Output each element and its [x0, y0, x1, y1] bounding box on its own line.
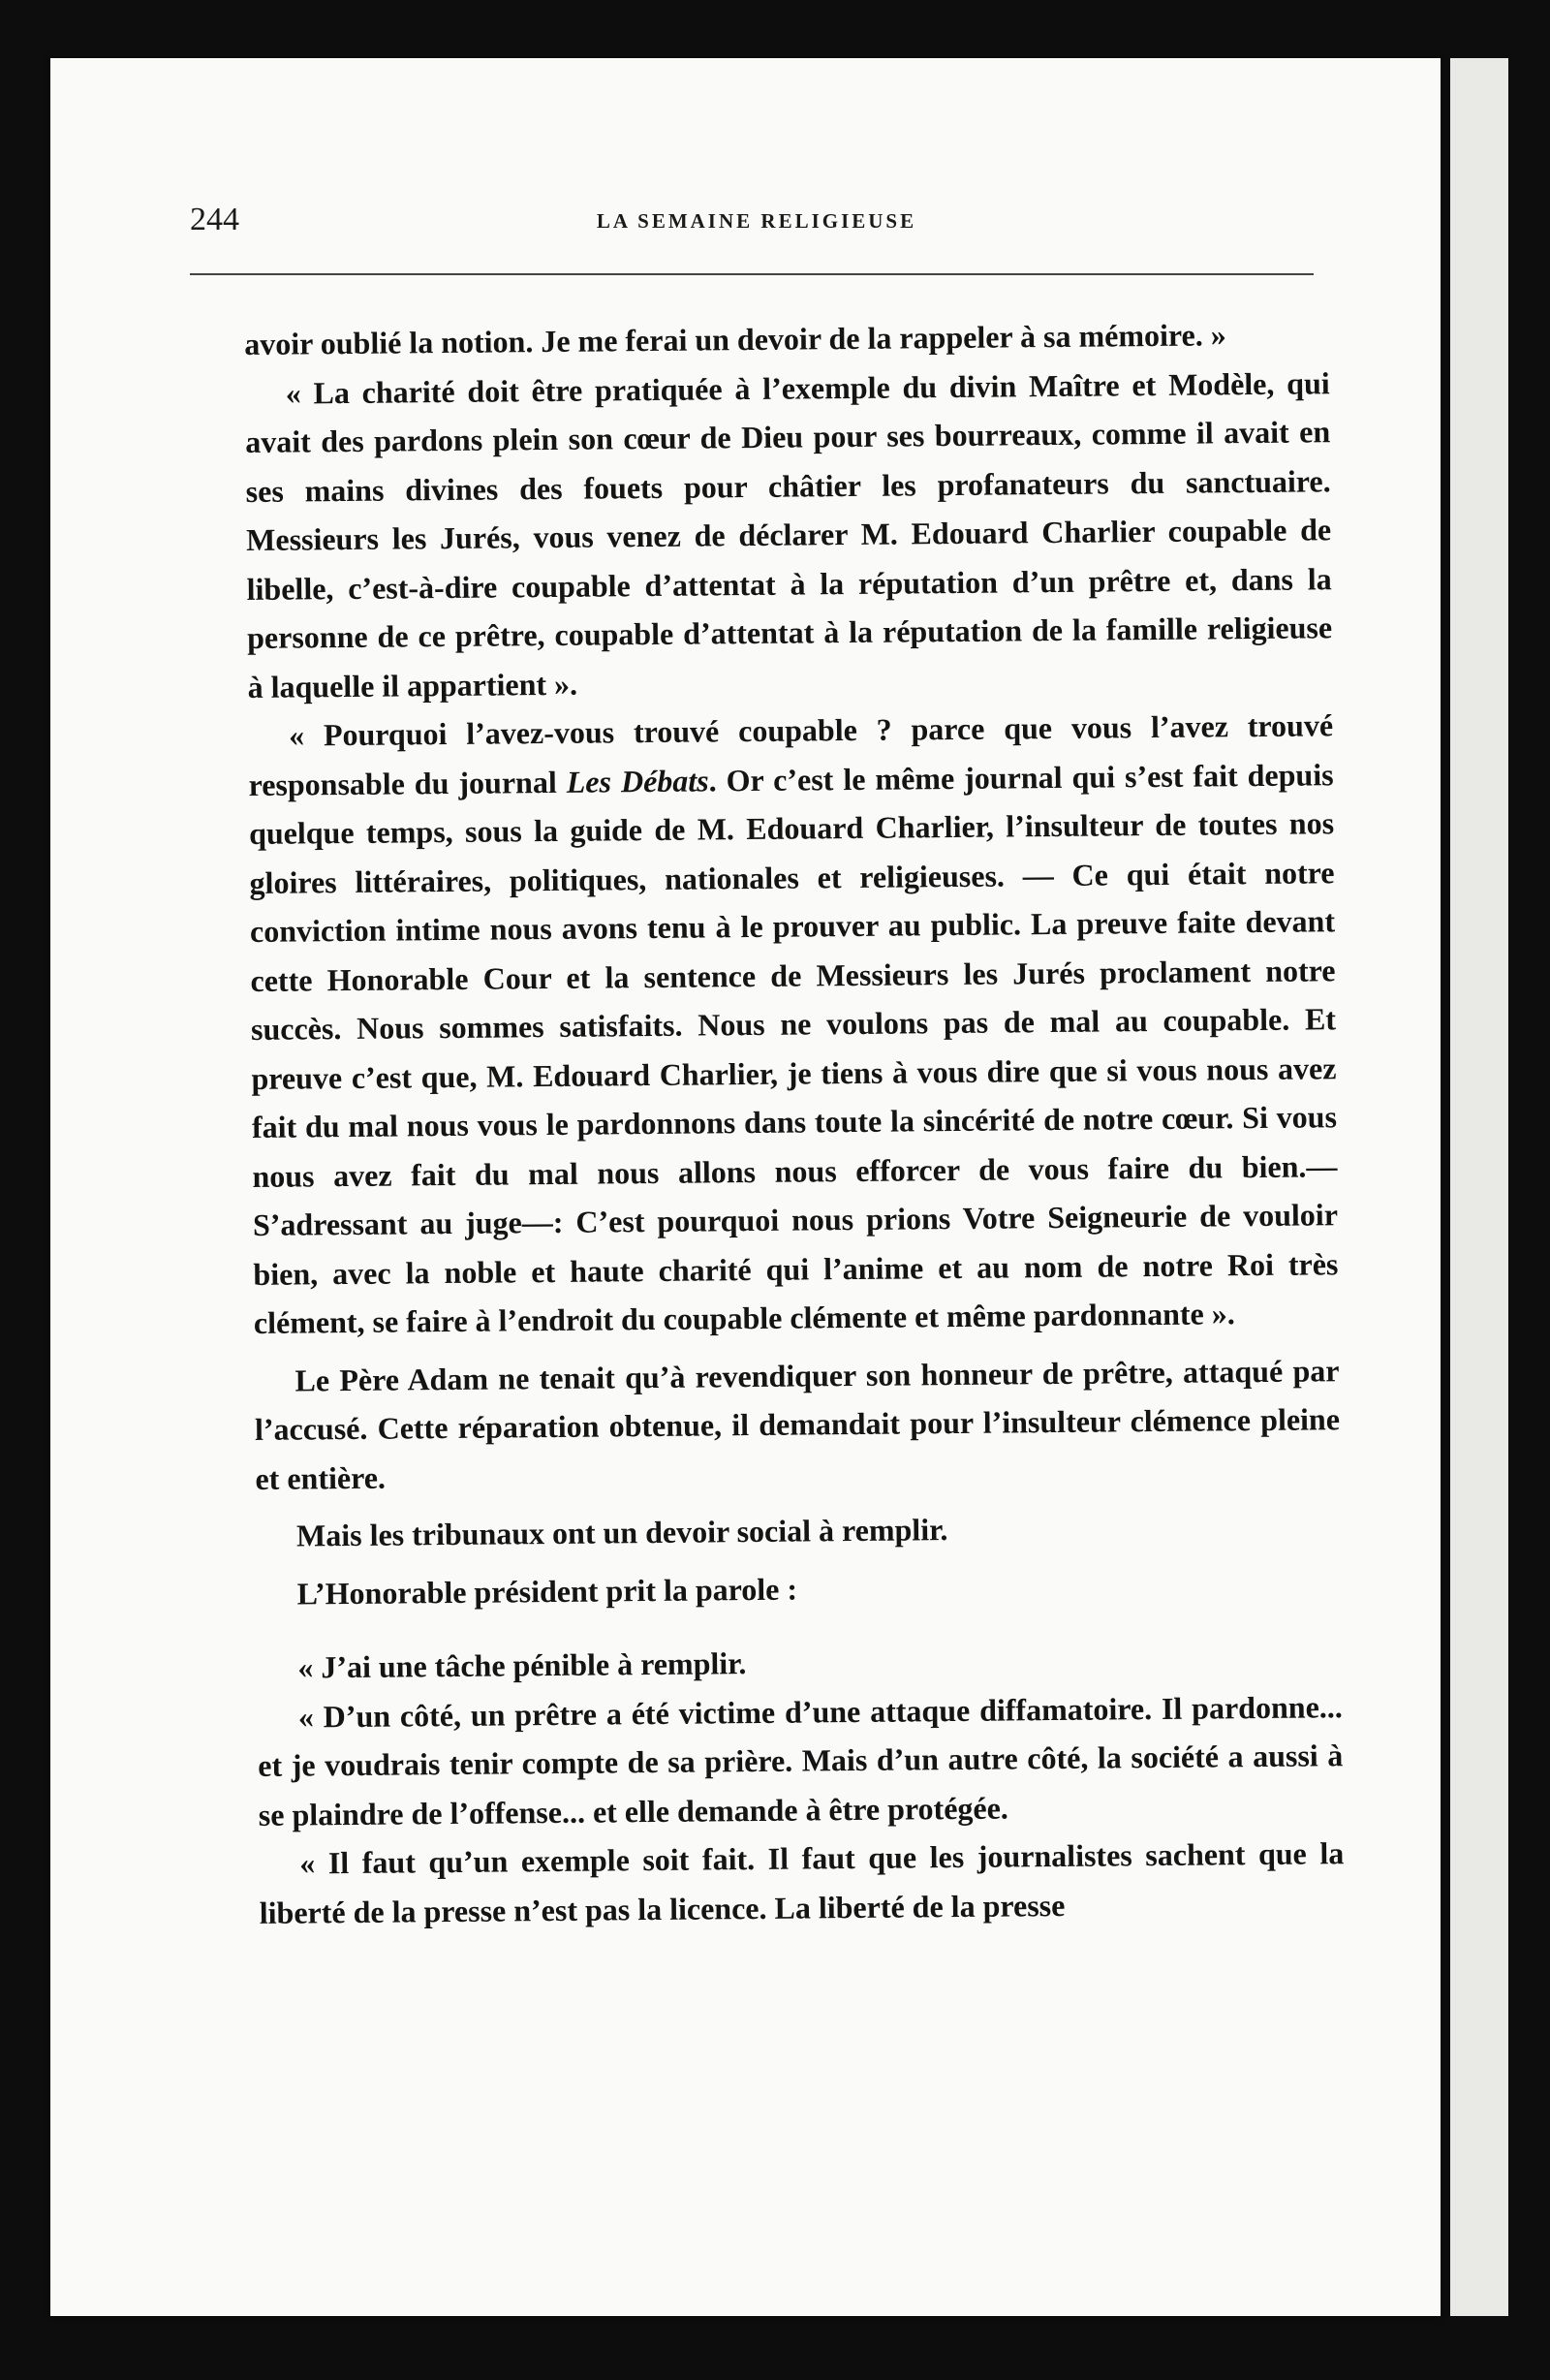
paragraph-why-guilty-rest: . Or c’est le même journal qui s’est fait depuis quelque temps, sous la guide de M. Edouard Charlier, l’insulteur de toutes nos gloires littéraires, politiques, nationales et religieuses. — Ce qui était notre conviction intime nous avons tenu à le prouver au public. La preuve faite devant cette Honorable Cour et la sentence de Messieurs les Jurés proclament notre succès. Nous sommes satisfaits. Nous ne voulons pas de mal au coupable. Et preuve c’est que, M. Edouard Charlier, je tiens à vous dire que si vous nous avez fait du mal nous vous le pardonnons dans toute la sincérité de notre cœur. Si vous nous avez fait du mal nous allons nous efforcer de vous faire du bien.—S’adressant au juge—: C’est pourquoi nous prions Votre Seigneurie de vouloir bien, avec la noble et haute charité qui l’anime et au nom de notre Roi très clément, se faire à l’endroit du coupable clémente et même pardonnante ».: [248, 756, 1339, 1340]
header-rule: [190, 273, 1314, 275]
text-body: [244, 309, 1345, 1937]
paragraph-why-guilty: [248, 701, 1339, 1347]
paragraph-pere-adam: Le Père Adam ne tenait qu’à revendiquer son honneur de prêtre, attaqué par l’accusé. Cette réparation obtenue, il demandait pour l’insulteur clémence pleine et entière.: [254, 1352, 1341, 1496]
facing-page-edge: [1450, 58, 1508, 2316]
paragraph-president: L’Honorable président prit la parole :: [296, 1571, 798, 1612]
paragraph-tache-penible: « J’ai une tâche pénible à remplir.: [297, 1645, 747, 1685]
paragraph-cote-pretre: « D’un côté, un prêtre a été victime d’une attaque diffamatoire. Il pardonne... et je voudrais tenir compte de sa prière. Mais d’un autre côté, la société a aussi à se plaindre de l’offense... et elle demande à être protégée.: [258, 1688, 1344, 1832]
paragraph-tribunaux: Mais les tribunaux ont un devoir social à remplir.: [295, 1512, 948, 1553]
paragraph-why-guilty-start: « Pourquoi l’avez-vous trouvé coupable ? parce que vous l’avez trouvé responsable du journal: [248, 707, 1334, 802]
newspaper-title: Les Débats: [566, 762, 709, 799]
paragraph-charity-quote: « La charité doit être pratiquée à l’exemple du divin Maître et Modèle, qui avait des pardons plein son cœur de Dieu pour ses bourreaux, comme il avait en ses mains divines des fouets pour châtier les profanateurs du sanctuaire. Messieurs les Jurés, vous venez de déclarer M. Edouard Charlier coupable de libelle, c’est-à-dire coupable d’attentat à la réputation d’un prêtre et, dans la personne de ce prêtre, coupable d’attentat à la réputation de la famille religieuse à laquelle il appartient ».: [245, 364, 1333, 705]
page-number: 244: [190, 202, 239, 237]
paragraph-exemple: « Il faut qu’un exemple soit fait. Il faut que les journalistes sachent que la liberté de la presse n’est pas la licence. La liberté de la presse: [259, 1835, 1345, 1930]
page-header: [190, 202, 1323, 250]
paragraph-continuation: avoir oublié la notion. Je me ferai un devoir de la rappeler à sa mémoire. »: [244, 317, 1226, 361]
running-title: LA SEMAINE RELIGIEUSE: [596, 209, 917, 233]
